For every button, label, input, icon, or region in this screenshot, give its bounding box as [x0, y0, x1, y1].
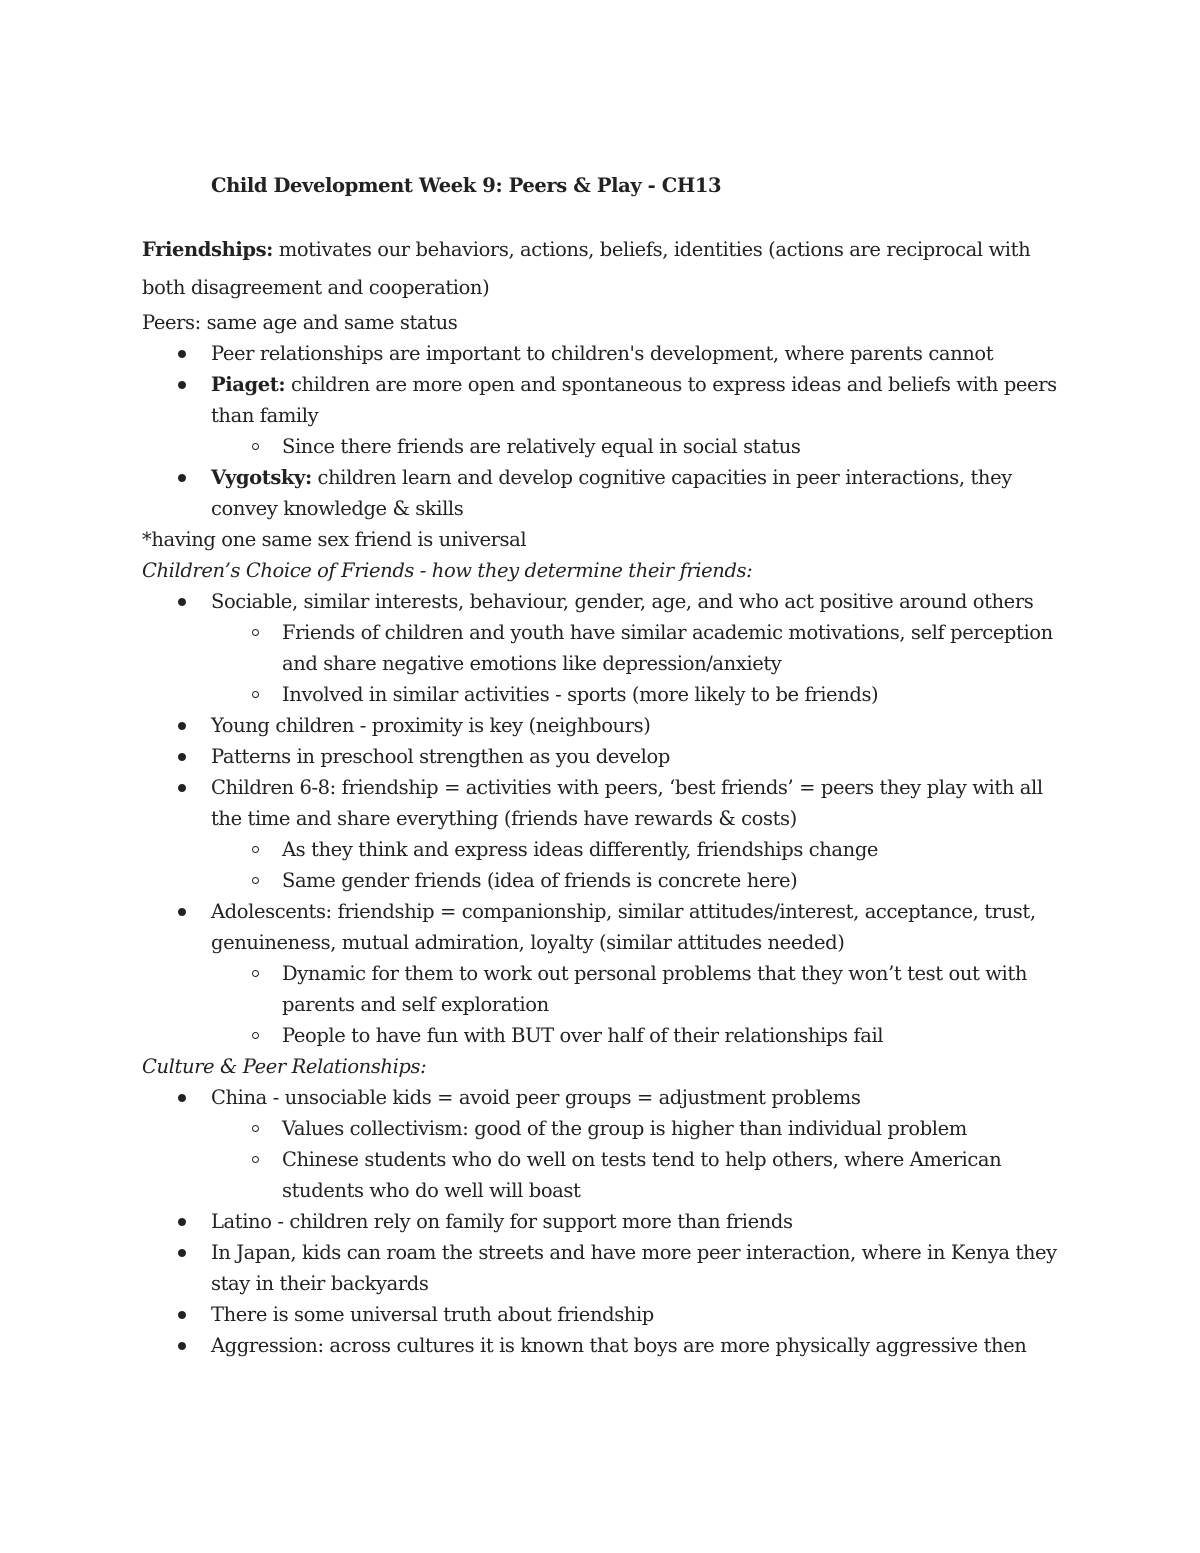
culture-list — [142, 1082, 1062, 1361]
circle-bullet-icon — [252, 691, 259, 698]
list-item: China - unsociable kids = avoid peer groups = adjustment problems — [142, 1082, 1062, 1113]
circle-bullet-icon — [252, 629, 259, 636]
sub-list-item: People to have fun with BUT over half of their relationships fail — [142, 1020, 1062, 1051]
circle-bullet-icon — [252, 443, 259, 450]
circle-bullet-icon — [252, 846, 259, 853]
bullet-icon — [178, 350, 186, 358]
list-item: Sociable, similar interests, behaviour, gender, age, and who act positive around others — [142, 586, 1062, 617]
choice-list — [142, 586, 1062, 1051]
circle-bullet-icon — [252, 1032, 259, 1039]
list-item: Piaget: children are more open and spontaneous to express ideas and beliefs with peers than family — [142, 369, 1062, 431]
circle-bullet-icon — [252, 877, 259, 884]
sub-list-item: As they think and express ideas differently, friendships change — [142, 834, 1062, 865]
friendships-paragraph — [142, 231, 1062, 307]
circle-bullet-icon — [252, 1156, 259, 1163]
list-item: Young children - proximity is key (neighbours) — [142, 710, 1062, 741]
bullet-icon — [178, 598, 186, 606]
sub-list-item: Values collectivism: good of the group is higher than individual problem — [142, 1113, 1062, 1144]
sub-list-item: Friends of children and youth have similar academic motivations, self perception and share negative emotions like depression/anxiety — [142, 617, 1062, 679]
peers-definition: Peers: same age and same status — [142, 311, 458, 334]
list-item: Patterns in preschool strengthen as you develop — [142, 741, 1062, 772]
list-item: Children 6-8: friendship = activities with peers, ‘best friends’ = peers they play with all the time and share everything (friends have rewards & costs) — [142, 772, 1062, 834]
bullet-icon — [178, 753, 186, 761]
choice-heading: Children’s Choice of Friends - how they determine their friends: — [142, 559, 753, 582]
universal-note: *having one same sex friend is universal — [142, 528, 527, 551]
list-item: Aggression: across cultures it is known that boys are more physically aggressive then — [142, 1330, 1062, 1361]
list-item: Latino - children rely on family for support more than friends — [142, 1206, 1062, 1237]
bullet-icon — [178, 784, 186, 792]
list-item: In Japan, kids can roam the streets and have more peer interaction, where in Kenya they stay in their backyards — [142, 1237, 1062, 1299]
bullet-icon — [178, 1342, 186, 1350]
bullet-icon — [178, 908, 186, 916]
bullet-icon — [178, 474, 186, 482]
friendships-label: Friendships: — [142, 238, 273, 261]
friendships-text: motivates our behaviors, actions, beliefs, identities (actions are reciprocal with both disagreement and cooperation) — [142, 238, 1031, 299]
bullet-icon — [178, 1094, 186, 1102]
bullet-icon — [178, 1311, 186, 1319]
sub-list-item: Chinese students who do well on tests tend to help others, where American students who do well will boast — [142, 1144, 1062, 1206]
sub-list-item: Involved in similar activities - sports (more likely to be friends) — [142, 679, 1062, 710]
document-content — [142, 170, 1062, 1361]
list-item: There is some universal truth about friendship — [142, 1299, 1062, 1330]
peers-list — [142, 338, 1062, 524]
bullet-icon — [178, 381, 186, 389]
page-title: Child Development Week 9: Peers & Play - CH13 — [211, 174, 722, 197]
bullet-icon — [178, 722, 186, 730]
culture-heading: Culture & Peer Relationships: — [142, 1055, 427, 1078]
circle-bullet-icon — [252, 1125, 259, 1132]
sub-list-item: Dynamic for them to work out personal problems that they won’t test out with parents and self exploration — [142, 958, 1062, 1020]
bullet-icon — [178, 1249, 186, 1257]
bullet-icon — [178, 1218, 186, 1226]
sub-list-item: Same gender friends (idea of friends is concrete here) — [142, 865, 1062, 896]
list-item: Vygotsky: children learn and develop cognitive capacities in peer interactions, they convey knowledge & skills — [142, 462, 1062, 524]
circle-bullet-icon — [252, 970, 259, 977]
list-item: Adolescents: friendship = companionship, similar attitudes/interest, acceptance, trust, genuineness, mutual admiration, loyalty (similar attitudes needed) — [142, 896, 1062, 958]
list-item: Peer relationships are important to children's development, where parents cannot — [142, 338, 1062, 369]
sub-list-item: Since there friends are relatively equal in social status — [142, 431, 1062, 462]
